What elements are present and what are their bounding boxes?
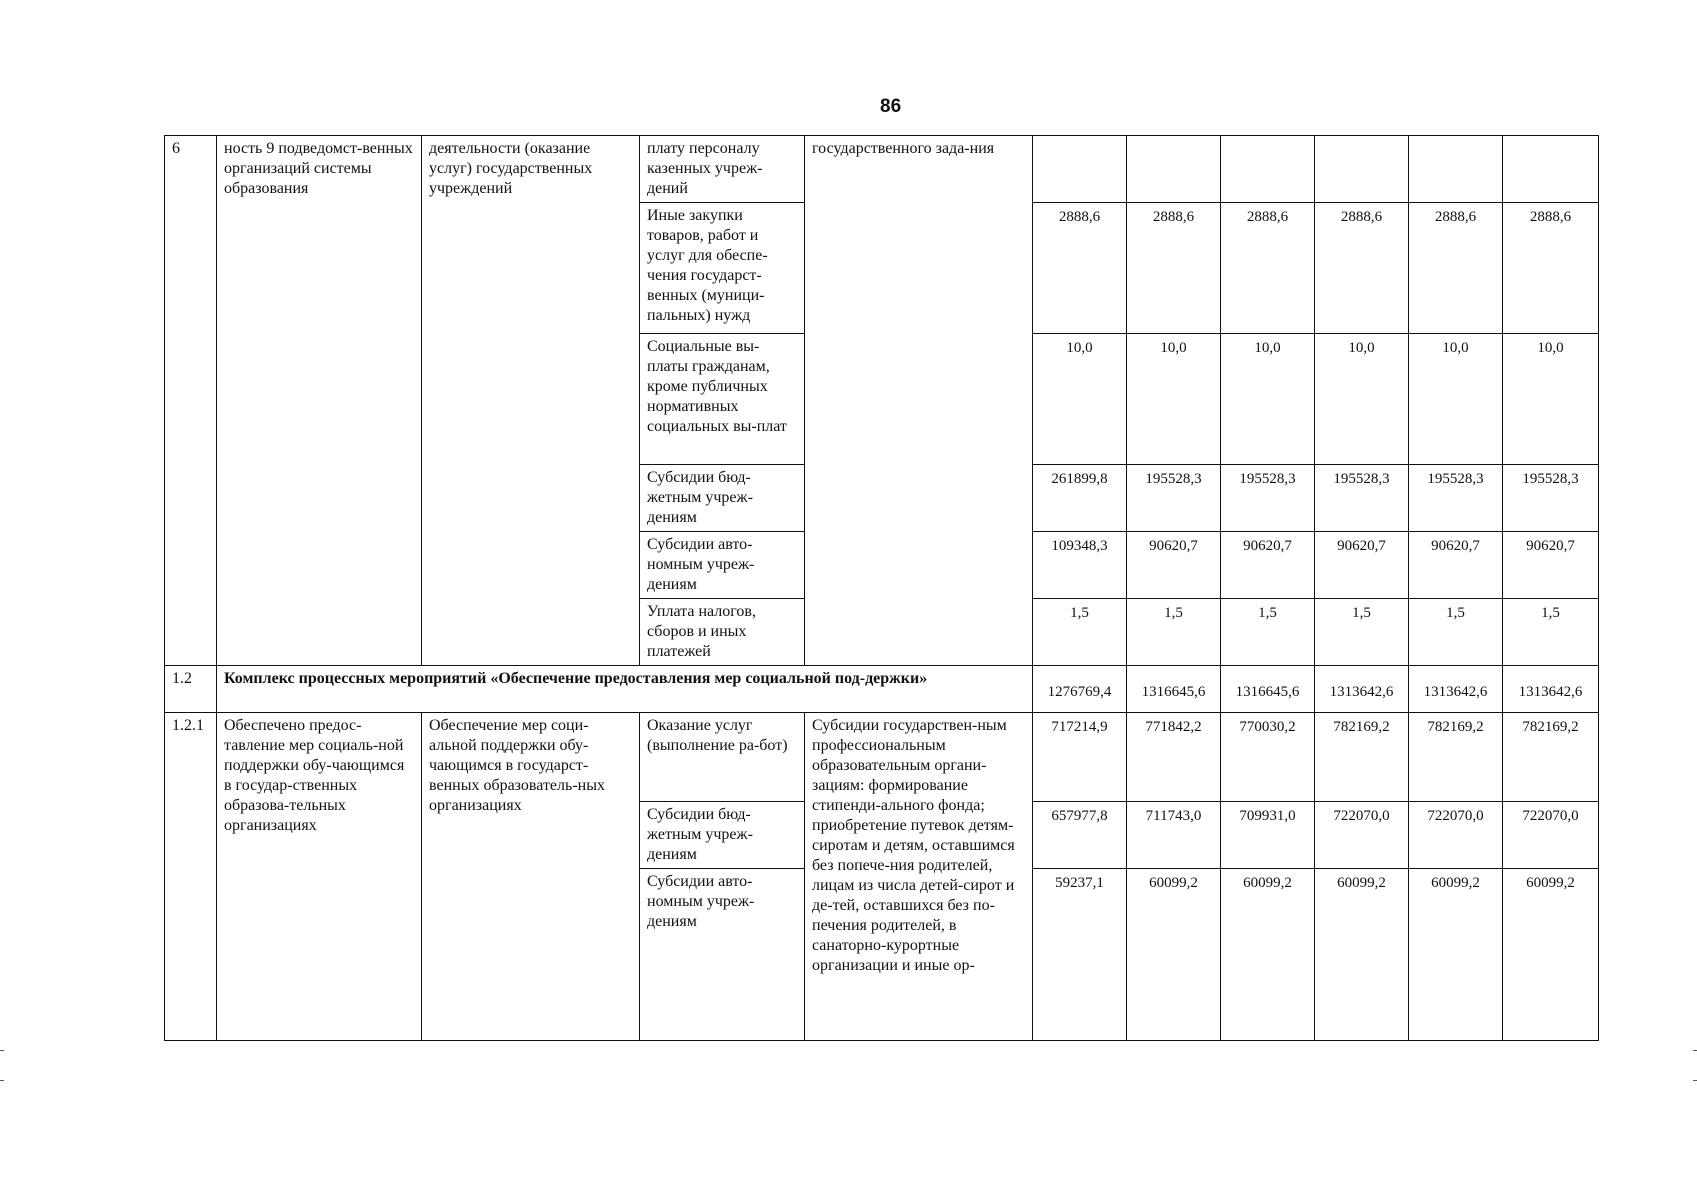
value-cell: 2888,6 — [1033, 203, 1127, 334]
value-cell: 2888,6 — [1315, 203, 1409, 334]
expense-type-cell: Субсидии бюд-жетным учреж-дениям — [640, 802, 805, 869]
value-cell: 10,0 — [1033, 334, 1127, 465]
value-cell: 10,0 — [1409, 334, 1503, 465]
value-cell: 711743,0 — [1127, 802, 1221, 869]
event-cell: Обеспечение мер соци-альной поддержки обу-чающимся в государст-венных образователь-ных организациях — [422, 713, 640, 1041]
value-cell: 1316645,6 — [1127, 666, 1221, 713]
value-cell — [1503, 136, 1599, 203]
value-cell: 10,0 — [1221, 334, 1315, 465]
value-cell — [1221, 136, 1315, 203]
value-cell: 90620,7 — [1315, 532, 1409, 599]
value-cell: 1,5 — [1221, 599, 1315, 666]
budget-table — [164, 135, 1599, 1041]
section-title: Комплекс процессных мероприятий «Обеспечение предоставления мер социальной под-держки» — [217, 666, 1033, 713]
section-row — [165, 666, 1599, 713]
value-cell: 60099,2 — [1503, 869, 1599, 1041]
value-cell: 1,5 — [1033, 599, 1127, 666]
expense-type-cell: Иные закупки товаров, работ и услуг для обеспе-чения государст-венных (муници-пальных) нужд — [640, 203, 805, 334]
result-cell: Обеспечено предос-тавление мер социаль-ной поддержки обу-чающимся в государ-ственных образова-тельных организациях — [217, 713, 422, 1041]
expense-type-cell: Социальные вы-платы гражданам, кроме публичных нормативных социальных вы-плат — [640, 334, 805, 465]
value-cell: 2888,6 — [1503, 203, 1599, 334]
value-cell: 1313642,6 — [1315, 666, 1409, 713]
value-cell: 1316645,6 — [1221, 666, 1315, 713]
value-cell: 722070,0 — [1503, 802, 1599, 869]
value-cell: 1313642,6 — [1409, 666, 1503, 713]
scan-edge-mark — [0, 1050, 4, 1051]
value-cell: 2888,6 — [1221, 203, 1315, 334]
value-cell: 60099,2 — [1127, 869, 1221, 1041]
value-cell: 90620,7 — [1127, 532, 1221, 599]
expense-type-cell: Оказание услуг (выполнение ра-бот) — [640, 713, 805, 802]
value-cell: 10,0 — [1503, 334, 1599, 465]
table-row — [165, 713, 1599, 802]
value-cell: 782169,2 — [1409, 713, 1503, 802]
value-cell: 59237,1 — [1033, 869, 1127, 1041]
page-number: 86 — [880, 96, 902, 117]
value-cell: 722070,0 — [1315, 802, 1409, 869]
value-cell: 770030,2 — [1221, 713, 1315, 802]
value-cell: 1,5 — [1409, 599, 1503, 666]
value-cell: 2888,6 — [1127, 203, 1221, 334]
expense-type-cell: Субсидии авто-номным учреж-дениям — [640, 869, 805, 1041]
value-cell — [1127, 136, 1221, 203]
event-cell: деятельности (оказание услуг) государственных учреждений — [422, 136, 640, 666]
value-cell — [1033, 136, 1127, 203]
row-number: 6 — [165, 136, 217, 666]
value-cell: 722070,0 — [1409, 802, 1503, 869]
direction-cell: Субсидии государствен-ным профессиональным образовательным органи-зациям: формирование стипенди-ального фонда; приобретение путевок детям-сиротам и детям, оставшимся без попече-ния родителей, лицам из числа детей-сирот и де-тей, оставшихся без по-печения родителей, в санаторно-курортные организации и иные ор- — [805, 713, 1033, 1041]
value-cell: 10,0 — [1315, 334, 1409, 465]
expense-type-cell: Субсидии бюд-жетным учреж-дениям — [640, 465, 805, 532]
value-cell: 709931,0 — [1221, 802, 1315, 869]
value-cell: 195528,3 — [1503, 465, 1599, 532]
value-cell: 60099,2 — [1221, 869, 1315, 1041]
value-cell: 195528,3 — [1127, 465, 1221, 532]
result-cell: ность 9 подведомст-венных организаций системы образования — [217, 136, 422, 666]
value-cell: 90620,7 — [1503, 532, 1599, 599]
section-number: 1.2 — [165, 666, 217, 713]
value-cell: 261899,8 — [1033, 465, 1127, 532]
value-cell: 1,5 — [1503, 599, 1599, 666]
value-cell — [1409, 136, 1503, 203]
scan-edge-mark — [0, 1080, 4, 1081]
value-cell: 771842,2 — [1127, 713, 1221, 802]
value-cell: 109348,3 — [1033, 532, 1127, 599]
value-cell: 195528,3 — [1221, 465, 1315, 532]
value-cell — [1315, 136, 1409, 203]
value-cell: 2888,6 — [1409, 203, 1503, 334]
value-cell: 717214,9 — [1033, 713, 1127, 802]
value-cell: 1313642,6 — [1503, 666, 1599, 713]
expense-type-cell: плату персоналу казенных учреж-дений — [640, 136, 805, 203]
value-cell: 782169,2 — [1315, 713, 1409, 802]
value-cell: 60099,2 — [1409, 869, 1503, 1041]
value-cell: 1,5 — [1315, 599, 1409, 666]
value-cell: 10,0 — [1127, 334, 1221, 465]
value-cell: 782169,2 — [1503, 713, 1599, 802]
row-number: 1.2.1 — [165, 713, 217, 1041]
direction-cell: государственного зада-ния — [805, 136, 1033, 666]
value-cell: 657977,8 — [1033, 802, 1127, 869]
table-row — [165, 136, 1599, 203]
expense-type-cell: Субсидии авто-номным учреж-дениям — [640, 532, 805, 599]
value-cell: 60099,2 — [1315, 869, 1409, 1041]
value-cell: 1,5 — [1127, 599, 1221, 666]
value-cell: 195528,3 — [1409, 465, 1503, 532]
expense-type-cell: Уплата налогов, сборов и иных платежей — [640, 599, 805, 666]
scan-edge-mark — [1693, 1050, 1697, 1051]
value-cell: 195528,3 — [1315, 465, 1409, 532]
value-cell: 90620,7 — [1221, 532, 1315, 599]
scan-edge-mark — [1693, 1080, 1697, 1081]
value-cell: 90620,7 — [1409, 532, 1503, 599]
value-cell: 1276769,4 — [1033, 666, 1127, 713]
